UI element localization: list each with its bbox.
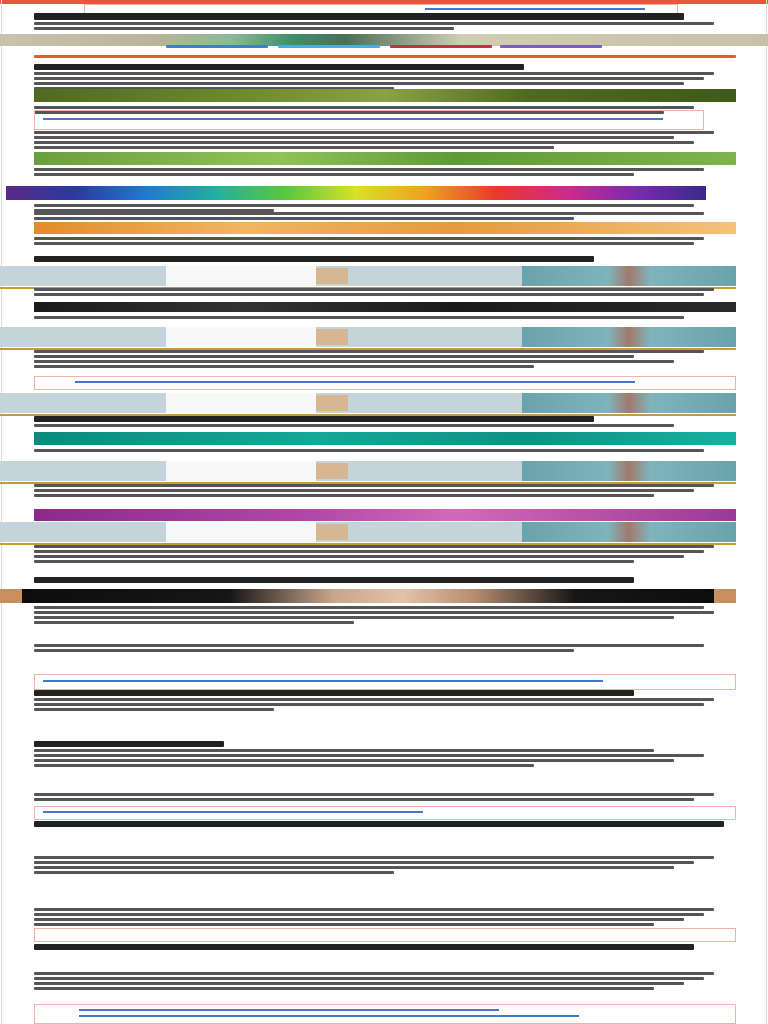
paragraph-12 [34,449,714,452]
callout-box-3 [34,674,736,690]
ad-banner-5[interactable] [0,522,736,542]
callout-link-1[interactable] [43,118,663,120]
article-image-6 [34,509,736,521]
callout-link-2[interactable] [75,381,635,383]
paragraph-3 [34,131,714,149]
portrait-banner [0,589,736,603]
paragraph-14 [34,545,714,563]
site-subtitle [34,22,714,25]
site-title [34,13,684,20]
paragraph-22 [34,972,714,990]
paragraph-21 [34,908,714,926]
callout-box-4 [34,806,736,820]
hero-banner-image [0,34,768,46]
nav-tab-1[interactable] [166,45,268,48]
related-links-box [34,1004,736,1024]
site-subtitle-line-2 [34,27,454,30]
section-heading-3 [34,577,634,583]
callout-box-5 [34,928,736,942]
paragraph-11 [34,424,714,427]
paragraph-16 [34,644,714,652]
article-image-4 [34,302,736,312]
article-image-3 [34,222,736,234]
callout-link-4[interactable] [43,811,423,813]
nav-tab-3[interactable] [390,45,492,48]
section-heading-6 [34,821,724,827]
ad-banner-1[interactable] [0,266,736,286]
paragraph-15 [34,606,714,624]
page-frame-left [1,0,2,1024]
ad-photo-1 [522,266,736,286]
intro-paragraph [34,72,714,90]
paragraph-4 [34,168,714,176]
related-link-2[interactable] [79,1015,579,1017]
article-image-5 [34,432,736,445]
ad-photo-2 [522,327,736,347]
paragraph-13 [34,484,714,497]
paragraph-10 [34,350,714,368]
paragraph-7 [34,237,714,245]
section-heading-4 [34,690,634,696]
ad-photo-4 [522,461,736,481]
callout-box-2 [34,376,736,390]
related-link-1[interactable] [79,1009,499,1011]
header-link[interactable] [425,8,645,10]
ad-photo-5 [522,522,736,542]
color-swatch-strip [6,186,706,200]
nav-tab-4[interactable] [500,45,602,48]
paragraph-18 [34,749,714,767]
article-image-2 [34,152,736,165]
section-heading-7 [34,944,694,950]
portrait-image [22,589,714,603]
paragraph-9 [34,316,714,319]
article-title [34,64,524,70]
paragraph-19 [34,793,714,801]
article-image-1 [34,89,736,102]
ad-photo-3 [522,393,736,413]
ad-banner-3[interactable] [0,393,736,413]
nav-tab-2[interactable] [278,45,380,48]
paragraph-20 [34,856,714,874]
paragraph-5 [34,204,714,212]
section-heading-5 [34,741,224,747]
ad-banner-2[interactable] [0,327,736,347]
paragraph-8 [34,288,714,296]
section-heading-1 [34,256,594,262]
paragraph-17 [34,698,714,711]
callout-box-1 [34,110,704,130]
nav-underline [34,55,736,58]
paragraph-6 [34,212,714,220]
ad-banner-4[interactable] [0,461,736,481]
page-frame-right [766,0,767,1024]
callout-link-3[interactable] [43,680,603,682]
section-heading-2 [34,416,594,422]
